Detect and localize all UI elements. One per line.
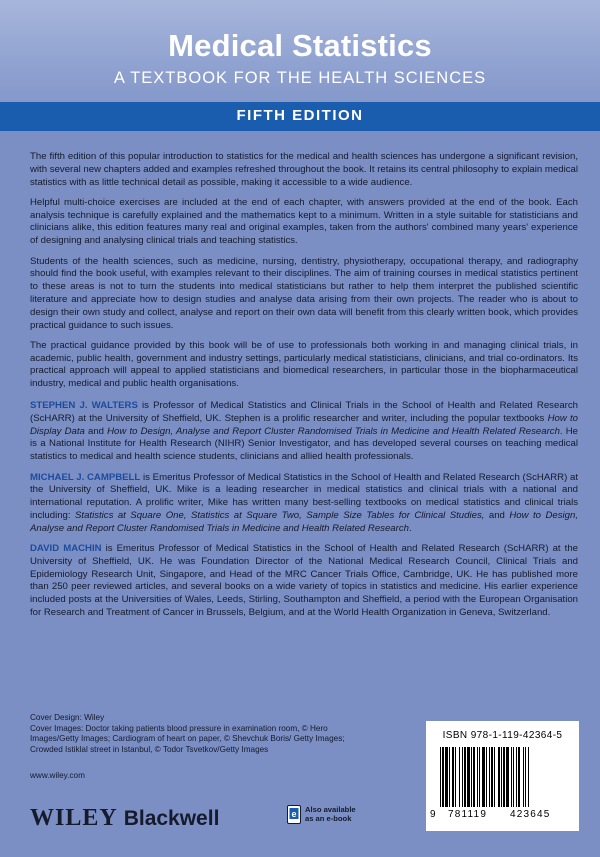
blurb-paragraph: The fifth edition of this popular introduction to statistics for the medical and health sciences has undergone a significant revision, with several new chapters added and examples refreshed throughout the book. It retains its central philosophy to explain medical statistics with as little technical detail as possible, making it accessible to a wide audience.	[30, 151, 578, 188]
barcode-lead-digit: 9	[430, 809, 437, 820]
barcode-bar	[462, 747, 463, 807]
barcode-bar	[440, 747, 441, 807]
barcode-bar	[467, 747, 470, 807]
barcode-bar	[473, 747, 475, 807]
barcode-bar	[501, 747, 502, 807]
isbn-label: ISBN 978-1-119-42364-5	[442, 730, 563, 741]
barcode-bar	[528, 747, 529, 807]
barcode-panel	[426, 721, 579, 831]
barcode-bar	[491, 747, 493, 807]
barcode-group-2: 423645	[510, 809, 551, 820]
barcode-bar	[477, 747, 478, 807]
blurb-paragraph: Helpful multi-choice exercises are included at the end of each chapter, with answers provided at the end of the book. Each analysis technique is carefully explained and the mathematics kept to a minimum. Written in a style suitable for statisticians and clinicians alike, this edition features many real and original examples, taken from the authors' combined many years' experience of designing and analysing clinical trials and teaching statistics.	[30, 196, 578, 247]
author-bio-campbell: MICHAEL J. CAMPBELL is Emeritus Professor of Medical Statistics in the School of Health and Related Research (ScHARR) at the University of Sheffield, UK. Mike is a leading researcher in medical statistics and clinical trials with a national and international reputation. A prolific writer, Mike has written many best-selling textbooks on medical statistics and clinical trials including: Statistics at Square One, Statistics at Square Two, Sample Size Tables for Clinical Studies, and How to Design, Analyse and Report Cluster Randomised Trials in Medicine and Health Related Research.	[30, 471, 579, 534]
barcode-bar	[516, 747, 517, 807]
barcode-bar	[486, 747, 487, 807]
barcode-bar	[506, 747, 509, 807]
edition-label: FIFTH EDITION	[236, 107, 364, 124]
publisher-website: www.wiley.com	[30, 771, 85, 780]
barcode-bar	[523, 747, 524, 807]
barcode-bar	[489, 747, 490, 807]
barcode-bar	[525, 747, 526, 807]
barcode-bar	[455, 747, 456, 807]
logo-wiley: WILEY	[30, 805, 118, 831]
blurb-paragraph: Students of the health sciences, such as medicine, nursing, dentistry, physiotherapy, occupational therapy, and radiography should find the book useful, with examples relevant to their disciplines. The aim of training courses in medical statistics pertinent to these areas is not to turn the students into medical statisticians but rather to help them interpret the published scientific literature and appreciate how to design studies and analyse data arising from their own projects. The reader who is about to design their own study and collect, analyse and report on their own data will benefit from this clearly written book, which provides practical guidance to such issues.	[30, 255, 578, 331]
barcode-bar	[452, 747, 454, 807]
cover-credits	[30, 713, 350, 755]
barcode-bar	[471, 747, 472, 807]
author-name: MICHAEL J. CAMPBELL	[30, 471, 141, 483]
author-name: DAVID MACHIN	[30, 543, 102, 555]
barcode	[438, 747, 568, 807]
logo-blackwell: Blackwell	[123, 807, 220, 830]
publisher-logo	[30, 805, 219, 835]
cover-images-credit: Cover Images: Doctor taking patients blood pressure in examination room, © Hero Images/Getty Images; Cardiogram of heart on paper, © Shevchuk Boris/ Getty Images; Crowded Istiklal street in Istanbul, © Todor Tsvetkov/Getty Images	[30, 723, 345, 754]
barcode-bar	[518, 747, 520, 807]
author-name: STEPHEN J. WALTERS	[30, 400, 138, 412]
blurb-content	[30, 151, 578, 627]
ebook-note: Also available as an e-book	[305, 805, 356, 824]
barcode-bar	[479, 747, 480, 807]
svg-text:e: e	[291, 809, 297, 819]
barcode-bar	[494, 747, 495, 807]
barcode-bar	[503, 747, 505, 807]
barcode-bar	[482, 747, 485, 807]
cover-design-credit: Cover Design: Wiley	[30, 713, 105, 722]
book-subtitle: A TEXTBOOK FOR THE HEALTH SCIENCES	[113, 69, 487, 87]
author-bio-walters: STEPHEN J. WALTERS is Professor of Medical Statistics and Clinical Trials in the School of Health and Related Research (ScHARR) at the University of Sheffield, UK. Stephen is a prolific researcher and writer, including the popular textbooks How to Display Data and How to Design, Analyse and Report Cluster Randomised Trials in Medicine and Health Related Research. He is a National Institute for Health Research (NIHR) Senior Investigator, and has developed several courses on teaching medical statistics to medical and health science students, clinicians and allied health professionals.	[30, 400, 578, 463]
barcode-bar	[464, 747, 466, 807]
ebook-icon	[287, 805, 301, 824]
author-bios	[30, 400, 578, 620]
barcode-bar	[442, 747, 444, 807]
barcode-bar	[513, 747, 514, 807]
barcode-bar	[511, 747, 512, 807]
barcode-bar	[445, 747, 448, 807]
author-bio-machin: DAVID MACHIN is Emeritus Professor of Medical Statistics in the School of Health and Related Research (ScHARR) at the University of Sheffield, UK. He was Foundation Director of the National Medical Research Council, Clinical Trials and Epidemiology Research Unit, Singapore, and Head of the MRC Cancer Trials Office, Cambridge, UK. He has published more than 250 peer reviewed articles, and several books on a wide variety of topics in statistics and medicine. His earlier experience included posts at the Universities of Wales, Leeds, Stirling, Southampton and Sheffield, a period with the European Organisation for Research and Treatment of Cancer in Brussels, Belgium, and at the World Health Organization in Geneva, Switzerland.	[30, 543, 578, 618]
blurb-paragraph: The practical guidance provided by this book will be of use to professionals both working in and managing clinical trials, in academic, public health, government and industry settings, particularly medical statisticians, clinicians, and trial co-ordinators. Its practical approach will appeal to applied statisticians and biomedical researchers, in particular those in the biopharmaceutical industry, medical and public health organisations.	[30, 339, 578, 390]
barcode-group-1: 781119	[448, 809, 488, 820]
book-title: Medical Statistics	[168, 28, 432, 63]
barcode-bar	[498, 747, 500, 807]
barcode-bar	[449, 747, 450, 807]
barcode-bar	[459, 747, 460, 807]
